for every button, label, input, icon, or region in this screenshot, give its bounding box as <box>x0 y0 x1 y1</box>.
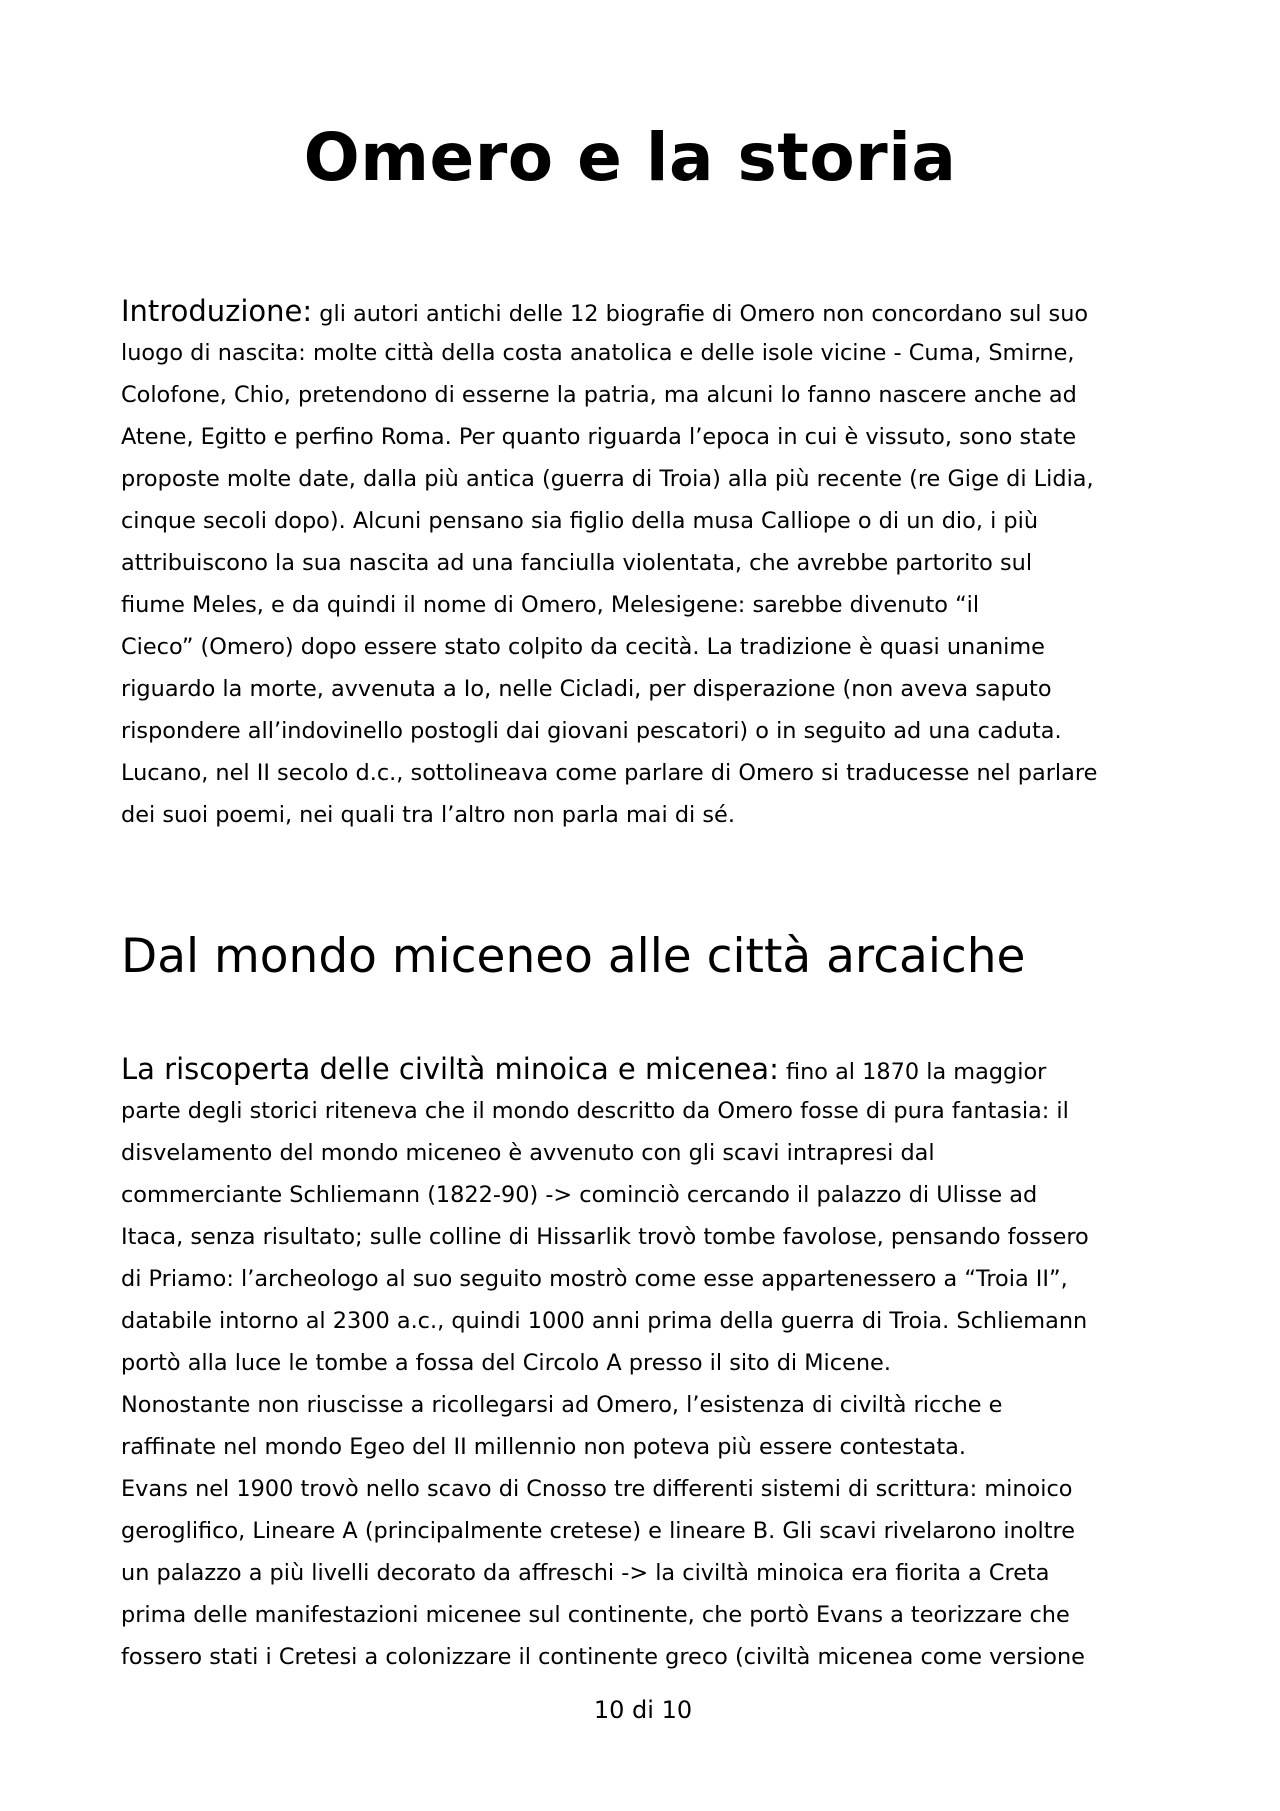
intro-label: Introduzione: <box>121 294 313 328</box>
intro-paragraph <box>121 290 1161 836</box>
paragraph-line: fossero stati i Cretesi a colonizzare il continente greco (civiltà micenea come versione <box>121 1644 1085 1670</box>
paragraph-line: Evans nel 1900 trovò nello scavo di Cnosso tre differenti sistemi di scrittura: minoico <box>121 1476 1073 1502</box>
riscoperta-paragraph <box>121 1048 1161 1678</box>
riscoperta-label: La riscoperta delle civiltà minoica e micenea: <box>121 1052 779 1086</box>
paragraph-line: dei suoi poemi, nei quali tra l’altro non parla mai di sé. <box>121 802 735 828</box>
paragraph-line: cinque secoli dopo). Alcuni pensano sia figlio della musa Calliope o di un dio, i più <box>121 508 1039 534</box>
paragraph-line: parte degli storici riteneva che il mondo descritto da Omero fosse di pura fantasia: il <box>121 1098 1069 1124</box>
paragraph-line: commerciante Schliemann (1822-90) -> cominciò cercando il palazzo di Ulisse ad <box>121 1182 1038 1208</box>
paragraph-line: riguardo la morte, avvenuta a Io, nelle Cicladi, per disperazione (non aveva saputo <box>121 676 1052 702</box>
paragraph-line-text: fino al 1870 la maggior <box>778 1059 1047 1085</box>
section-heading: Dal mondo miceneo alle città arcaiche <box>121 929 1026 984</box>
paragraph-line: prima delle manifestazioni micenee sul continente, che portò Evans a teorizzare che <box>121 1602 1070 1628</box>
paragraph-line: geroglifico, Lineare A (principalmente cretese) e lineare B. Gli scavi rivelarono inoltre <box>121 1518 1076 1544</box>
paragraph-line: Itaca, senza risultato; sulle colline di Hissarlik trovò tombe favolose, pensando fossero <box>121 1224 1089 1250</box>
paragraph-line <box>121 1048 1161 1090</box>
paragraph-line: proposte molte date, dalla più antica (guerra di Troia) alla più recente (re Gige di Lidia, <box>121 466 1094 492</box>
paragraph-line: Colofone, Chio, pretendono di esserne la patria, ma alcuni lo fanno nascere anche ad <box>121 382 1077 408</box>
paragraph-line: portò alla luce le tombe a fossa del Circolo A presso il sito di Micene. <box>121 1350 891 1376</box>
paragraph-line: attribuiscono la sua nascita ad una fanciulla violentata, che avrebbe partorito sul <box>121 550 1033 576</box>
paragraph-line <box>121 290 1161 332</box>
page-title: Omero e la storia <box>303 119 957 196</box>
paragraph-line: Lucano, nel II secolo d.c., sottolineava come parlare di Omero si traducesse nel parlare <box>121 760 1098 786</box>
paragraph-line: disvelamento del mondo miceneo è avvenuto con gli scavi intrapresi dal <box>121 1140 935 1166</box>
paragraph-line: di Priamo: l’archeologo al suo seguito mostrò come esse appartenessero a “Troia II”, <box>121 1266 1068 1292</box>
paragraph-line: luogo di nascita: molte città della costa anatolica e delle isole vicine - Cuma, Smirne, <box>121 340 1075 366</box>
paragraph-line: fiume Meles, e da quindi il nome di Omero, Melesigene: sarebbe divenuto “il <box>121 592 980 618</box>
paragraph-line: Nonostante non riuscisse a ricollegarsi ad Omero, l’esistenza di civiltà ricche e <box>121 1392 1003 1418</box>
paragraph-line: raffinate nel mondo Egeo del II millennio non poteva più essere contestata. <box>121 1434 966 1460</box>
paragraph-line: un palazzo a più livelli decorato da affreschi -> la civiltà minoica era fiorita a Creta <box>121 1560 1050 1586</box>
paragraph-line: rispondere all’indovinello postogli dai giovani pescatori) o in seguito ad una caduta. <box>121 718 1062 744</box>
paragraph-line: Atene, Egitto e perfino Roma. Per quanto riguarda l’epoca in cui è vissuto, sono state <box>121 424 1077 450</box>
page-number: 10 di 10 <box>593 1696 693 1724</box>
paragraph-line: databile intorno al 2300 a.c., quindi 1000 anni prima della guerra di Troia. Schliemann <box>121 1308 1088 1334</box>
paragraph-line: Cieco” (Omero) dopo essere stato colpito da cecità. La tradizione è quasi unanime <box>121 634 1045 660</box>
paragraph-line-text: gli autori antichi delle 12 biografie di Omero non concordano sul suo <box>312 301 1089 327</box>
